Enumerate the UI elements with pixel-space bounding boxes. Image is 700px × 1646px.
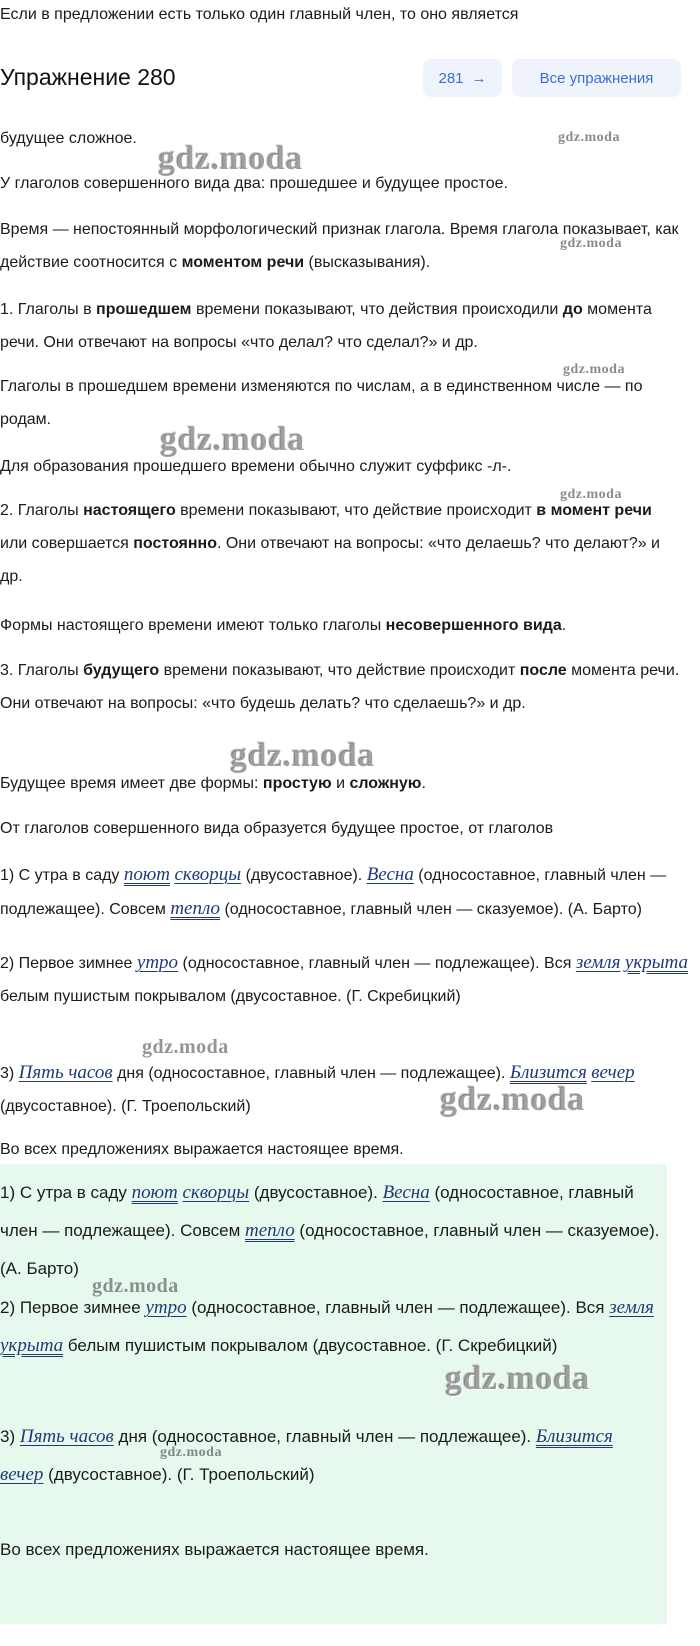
conclusion: Во всех предложениях выражается настоящее время. xyxy=(0,1141,404,1158)
theory-p2: У глаголов совершенного вида два: прошедшее и будущее простое. xyxy=(0,175,508,192)
main-member-word: Весна xyxy=(366,864,414,885)
main-member-word: утро xyxy=(136,952,179,973)
main-member-word: утро xyxy=(145,1297,187,1318)
watermark: gdz.moda xyxy=(230,737,375,774)
predicate-word: Близится xyxy=(535,1426,613,1447)
theory-p10: Будущее время имеет две формы: простую и сложную. xyxy=(0,775,426,792)
watermark: gdz.moda xyxy=(560,487,622,502)
main-member-word: Пять часов xyxy=(19,1426,114,1447)
watermark: gdz.moda xyxy=(558,130,620,145)
theory-p1: будущее сложное. xyxy=(0,130,137,147)
predicate-word: поют xyxy=(123,864,170,885)
predicate-word: укрыта xyxy=(0,1335,64,1356)
subject-word: земля xyxy=(575,952,621,973)
theory-p9: 3. Глаголы будущего времени показывают, что действие происходит после момента речи. Они отвечают на вопросы: «что будешь делать? что сделаешь?» и др. xyxy=(0,662,680,712)
theory-p3: Время — непостоянный морфологический признак глагола. Время глагола показывает, как действие соотносится с моментом речи (высказывания). xyxy=(0,221,679,271)
theory-p8: Формы настоящего времени имеют только глаголы несовершенного вида. xyxy=(0,617,567,634)
arrow-right-icon: → xyxy=(471,69,487,87)
watermark: gdz.moda xyxy=(92,1275,179,1297)
subject-word: скворцы xyxy=(182,1182,250,1203)
top-line: Если в предложении есть только один главный член, то оно является xyxy=(0,6,519,23)
subject-word: вечер xyxy=(0,1464,44,1485)
answer-sentence-2: 2) Первое зимнее утро (односоставное, главный член — подлежащее). Вся земля укрыта белым пушистым покрывалом (двусоставное. (Г. Скребицкий) xyxy=(0,1297,654,1356)
subject-word: земля xyxy=(609,1297,654,1318)
theory-p6: Для образования прошедшего времени обычно служит суффикс -л-. xyxy=(0,458,512,475)
predicate-word: укрыта xyxy=(624,952,689,973)
answer-conclusion: Во всех предложениях выражается настоящее время. xyxy=(0,1540,429,1559)
sentence-1: 1) С утра в саду поют скворцы (двусоставное). Весна (односоставное, главный член — подлежащее). Совсем тепло (односоставное, главный член — сказуемое). (А. Барто) xyxy=(0,864,667,919)
theory-p7: 2. Глаголы настоящего времени показывают, что действие происходит в момент речи или совершается постоянно. Они отвечают на вопросы: «что делаешь? что делают?» и др. xyxy=(0,502,660,585)
watermark: gdz.moda xyxy=(160,421,305,458)
watermark: gdz.moda xyxy=(445,1360,590,1397)
watermark: gdz.moda xyxy=(160,1445,222,1460)
watermark: gdz.moda xyxy=(560,236,622,251)
next-exercise-button[interactable] xyxy=(423,59,502,97)
theory-p5: Глаголы в прошедшем времени изменяются по числам, а в единственном числе — по родам. xyxy=(0,378,643,428)
main-member-word: Весна xyxy=(382,1182,430,1203)
answer-block xyxy=(0,1164,667,1624)
watermark: gdz.moda xyxy=(440,1081,585,1118)
main-member-word: Пять часов xyxy=(18,1062,113,1083)
subject-word: вечер xyxy=(591,1062,635,1083)
next-exercise-label: 281 xyxy=(438,69,464,87)
all-exercises-button[interactable]: Все упражнения xyxy=(512,59,681,97)
sentence-3: 3) Пять часов дня (односоставное, главный член — подлежащее). Близится вечер (двусоставное). (Г. Троепольский) xyxy=(0,1062,635,1115)
watermark: gdz.moda xyxy=(563,362,625,377)
answer-sentence-1: 1) С утра в саду поют скворцы (двусоставное). Весна (односоставное, главный член — подлежащее). Совсем тепло (односоставное, главный член — сказуемое). (А. Барто) xyxy=(0,1182,660,1278)
main-member-word: тепло xyxy=(170,898,220,919)
predicate-word: Близится xyxy=(509,1062,587,1083)
theory-p4: 1. Глаголы в прошедшем времени показывают, что действия происходили до момента речи. Они отвечают на вопросы «что делал? что сделал?» и др. xyxy=(0,301,652,351)
answer-sentence-3: 3) Пять часов дня (односоставное, главный член — подлежащее). Близится вечер (двусоставное). (Г. Троепольский) xyxy=(0,1426,613,1485)
main-member-word: тепло xyxy=(245,1220,295,1241)
predicate-word: поют xyxy=(131,1182,178,1203)
watermark: gdz.moda xyxy=(158,140,303,177)
theory-p11: От глаголов совершенного вида образуется будущее простое, от глаголов xyxy=(0,820,554,837)
sentence-2: 2) Первое зимнее утро (односоставное, главный член — подлежащее). Вся земля укрыта белым пушистым покрывалом (двусоставное. (Г. Скребицкий) xyxy=(0,952,689,1005)
exercise-title: Упражнение 280 xyxy=(0,64,176,90)
watermark: gdz.moda xyxy=(142,1036,229,1058)
subject-word: скворцы xyxy=(174,864,242,885)
